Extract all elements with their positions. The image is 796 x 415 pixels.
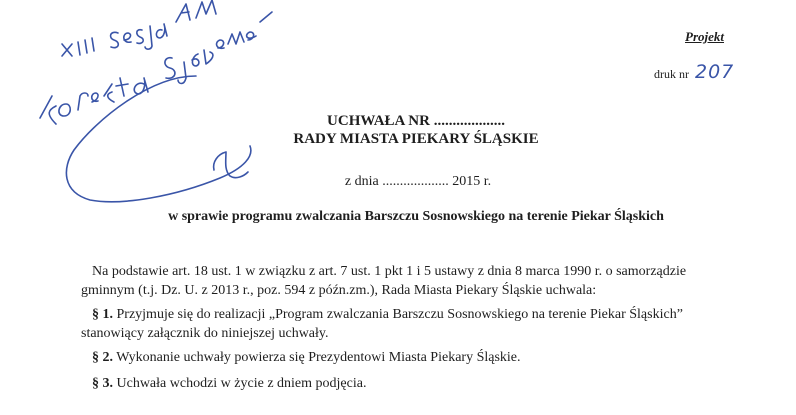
paragraph-2-text: Wykonanie uchwały powierza się Prezydentowi Miasta Piekary Śląskie. — [116, 350, 521, 365]
druk-number: 207 — [695, 61, 735, 83]
paragraph-1-text: Przyjmuje się do realizacji „Program zwalczania Barszczu Sosnowskiego na terenie Piekar Śląskich” — [116, 307, 683, 322]
paragraph-1 — [92, 305, 683, 324]
paragraph-1-sign: § 1. — [92, 307, 113, 322]
resolution-title: UCHWAŁA NR ................... — [327, 113, 505, 129]
paragraph-3 — [92, 374, 366, 393]
druk-label: druk nr — [654, 67, 689, 81]
paragraph-2 — [92, 348, 521, 367]
council-name: RADY MIASTA PIEKARY ŚLĄSKIE — [293, 131, 539, 147]
paragraph-3-sign: § 3. — [92, 376, 113, 391]
projekt-label: Projekt — [685, 29, 724, 44]
druk-number-line — [654, 61, 734, 83]
paragraph-1-continuation: stanowiący załącznik do niniejszej uchwały. — [81, 326, 329, 341]
paragraph-2-sign: § 2. — [92, 350, 113, 365]
resolution-subject: w sprawie programu zwalczania Barszczu Sosnowskiego na terenie Piekar Śląskich — [168, 209, 664, 224]
preamble-line-1: Na podstawie art. 18 ust. 1 w związku z art. 7 ust. 1 pkt 1 i 5 ustawy z dnia 8 marca 1990 r. o samorządzie — [92, 264, 687, 279]
date-line: z dnia ................... 2015 r. — [344, 174, 492, 189]
paragraph-3-text: Uchwała wchodzi w życie z dniem podjęcia. — [116, 376, 367, 391]
preamble-line-2: gminnym (t.j. Dz. U. z 2013 r., poz. 594 z późn.zm.), Rada Miasta Piekary Śląskie uchwala: — [81, 283, 597, 298]
